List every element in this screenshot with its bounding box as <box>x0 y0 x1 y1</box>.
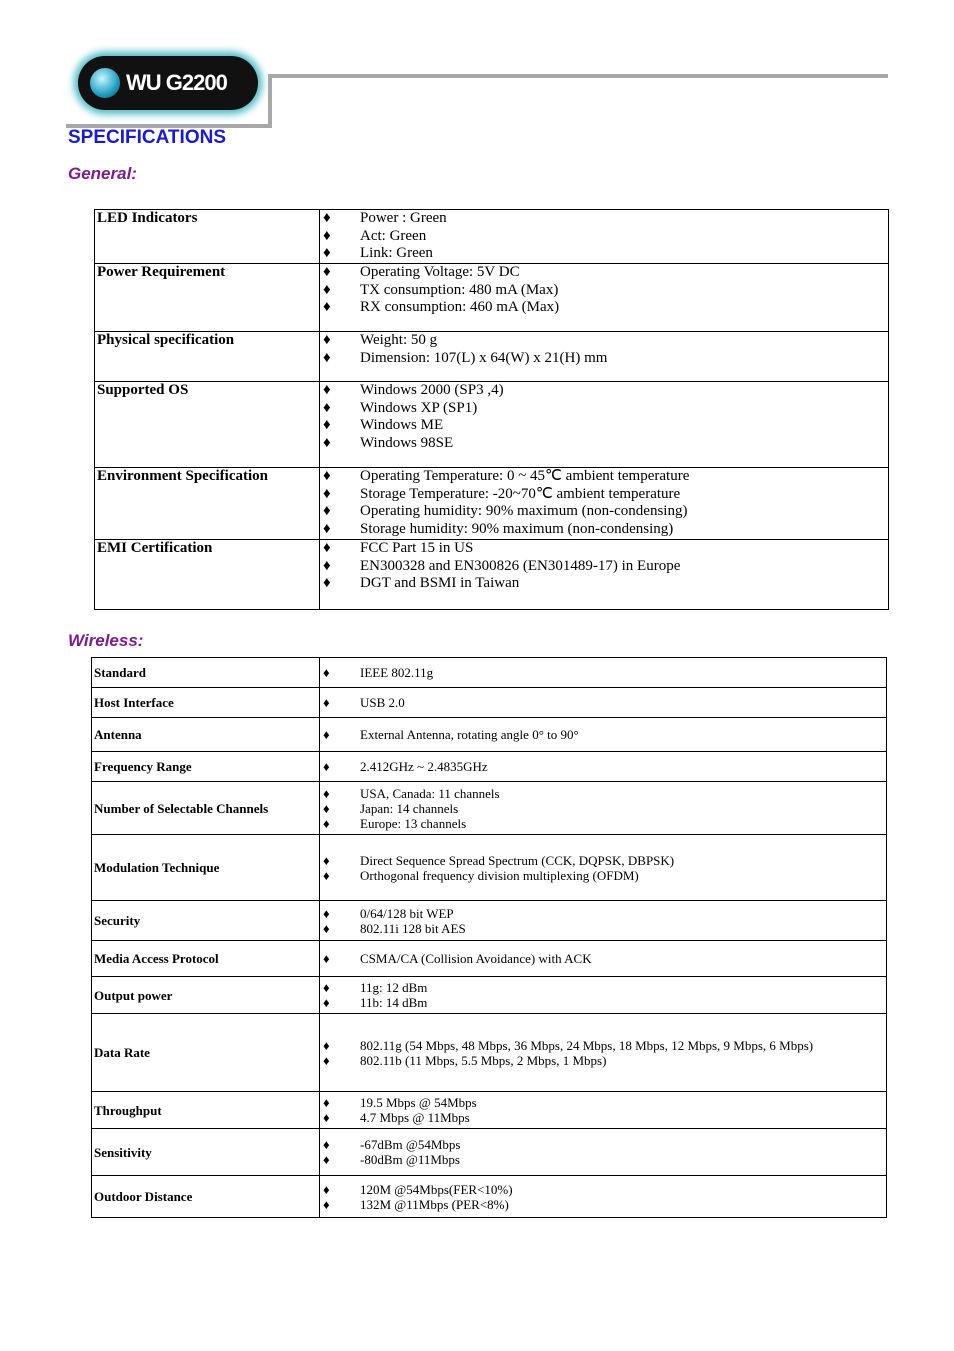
spec-value-text: 11b: 14 dBm <box>360 995 428 1010</box>
spec-value-list <box>320 951 886 966</box>
list-item <box>320 786 886 801</box>
spec-value-list <box>320 695 886 710</box>
list-item <box>320 995 886 1010</box>
spec-label: Environment Specification <box>95 468 320 540</box>
spec-row <box>95 264 889 332</box>
spec-label: Antenna <box>92 718 320 752</box>
product-logo <box>78 56 258 110</box>
list-item <box>320 486 888 504</box>
spec-value-text: -67dBm @54Mbps <box>360 1137 461 1152</box>
list-item <box>320 503 888 521</box>
bullet-diamond-icon: ♦ <box>323 520 331 537</box>
bullet-diamond-icon: ♦ <box>323 785 330 801</box>
spec-value-text: Link: Green <box>360 245 433 262</box>
bullet-diamond-icon: ♦ <box>323 332 331 348</box>
spec-value-list <box>320 1095 886 1125</box>
spec-label: Throughput <box>92 1092 320 1129</box>
spec-value-text: Europe: 13 channels <box>360 815 467 831</box>
spec-label: Host Interface <box>92 688 320 718</box>
list-item <box>320 1197 886 1212</box>
spec-row <box>92 1014 887 1092</box>
spec-value-list <box>320 853 886 883</box>
bullet-diamond-icon: ♦ <box>323 815 330 831</box>
bullet-diamond-icon: ♦ <box>323 434 331 451</box>
spec-row <box>92 718 887 752</box>
spec-values <box>320 977 887 1014</box>
spec-row <box>92 752 887 782</box>
spec-label: Number of Selectable Channels <box>92 782 320 835</box>
list-item <box>320 521 888 539</box>
bullet-diamond-icon: ♦ <box>323 399 331 416</box>
list-item <box>320 282 888 300</box>
list-item <box>320 868 886 883</box>
list-item <box>320 210 888 228</box>
spec-row <box>92 835 887 901</box>
spec-value-text: 2.412GHz ~ 2.4835GHz <box>360 759 488 774</box>
list-item <box>320 575 888 593</box>
spec-value-text: Weight: 50 g <box>360 332 438 348</box>
list-item <box>320 801 886 816</box>
list-item <box>320 558 888 576</box>
spec-value-text: USA, Canada: 11 channels <box>360 785 500 801</box>
spec-values <box>320 752 887 782</box>
spec-value-text: DGT and BSMI in Taiwan <box>360 575 520 592</box>
spec-value-text: Japan: 14 channels <box>360 800 459 816</box>
spec-label: Security <box>92 901 320 941</box>
spec-values <box>320 1092 887 1129</box>
spec-values <box>320 540 889 610</box>
list-item <box>320 816 886 831</box>
bullet-diamond-icon: ♦ <box>323 852 330 868</box>
bullet-diamond-icon: ♦ <box>323 281 331 298</box>
spec-value-text: Operating humidity: 90% maximum (non-condensing) <box>360 503 688 520</box>
spec-label: Output power <box>92 977 320 1014</box>
spec-values <box>320 941 887 977</box>
spec-value-list <box>320 332 888 367</box>
spec-value-text: External Antenna, rotating angle 0° to 90° <box>360 727 579 742</box>
spec-values <box>320 264 889 332</box>
list-item <box>320 853 886 868</box>
list-item <box>320 980 886 995</box>
spec-value-text: Orthogonal frequency division multiplexing (OFDM) <box>360 867 639 883</box>
list-item <box>320 1110 886 1125</box>
bullet-diamond-icon: ♦ <box>323 1052 330 1068</box>
list-item <box>320 1053 886 1068</box>
spec-value-text: Windows 98SE <box>360 434 454 451</box>
bullet-diamond-icon: ♦ <box>323 727 330 742</box>
list-item <box>320 245 888 263</box>
spec-values <box>320 210 889 264</box>
spec-value-list <box>320 1137 886 1167</box>
spec-values <box>320 382 889 468</box>
spec-value-text: 802.11b (11 Mbps, 5.5 Mbps, 2 Mbps, 1 Mbps) <box>360 1052 607 1068</box>
spec-row <box>95 540 889 610</box>
list-item <box>320 1095 886 1110</box>
spec-label: EMI Certification <box>95 540 320 610</box>
spec-value-text: Storage Temperature: -20~70℃ ambient temperature <box>360 485 681 502</box>
bullet-diamond-icon: ♦ <box>323 349 331 366</box>
spec-value-list <box>320 1038 886 1068</box>
section-heading-wireless: Wireless: <box>68 631 144 650</box>
spec-row <box>92 1092 887 1129</box>
list-item <box>320 332 888 350</box>
spec-value-list <box>320 382 888 452</box>
bullet-diamond-icon: ♦ <box>323 299 331 316</box>
bullet-diamond-icon: ♦ <box>323 695 330 710</box>
bullet-diamond-icon: ♦ <box>323 1152 330 1167</box>
list-item <box>320 695 886 710</box>
spec-value-text: 802.11i 128 bit AES <box>360 920 466 936</box>
spec-value-text: EN300328 and EN300826 (EN301489-17) in Europe <box>360 557 681 574</box>
header-rule-vertical <box>268 74 272 128</box>
spec-label: Sensitivity <box>92 1129 320 1176</box>
spec-row <box>92 977 887 1014</box>
spec-value-list <box>320 786 886 831</box>
bullet-diamond-icon: ♦ <box>323 557 331 574</box>
spec-value-text: Dimension: 107(L) x 64(W) x 21(H) mm <box>360 349 608 366</box>
spec-value-text: Power : Green <box>360 210 447 226</box>
header-rule-top <box>268 74 888 78</box>
list-item <box>320 264 888 282</box>
spec-label: Standard <box>92 658 320 688</box>
section-heading-general: General: <box>68 164 137 183</box>
spec-row <box>92 941 887 977</box>
bullet-diamond-icon: ♦ <box>323 468 331 484</box>
list-item <box>320 468 888 486</box>
spec-value-text: Windows XP (SP1) <box>360 399 478 416</box>
list-item <box>320 299 888 317</box>
wireless-spec-table <box>91 657 887 1218</box>
bullet-diamond-icon: ♦ <box>323 417 331 434</box>
list-item <box>320 1152 886 1167</box>
spec-value-list <box>320 468 888 538</box>
bullet-diamond-icon: ♦ <box>323 1137 330 1152</box>
spec-row <box>95 210 889 264</box>
bullet-diamond-icon: ♦ <box>323 951 330 966</box>
spec-value-text: Act: Green <box>360 227 427 244</box>
list-item <box>320 951 886 966</box>
bullet-diamond-icon: ♦ <box>323 980 330 995</box>
bullet-diamond-icon: ♦ <box>323 227 331 244</box>
page-title: SPECIFICATIONS <box>68 127 226 148</box>
bullet-diamond-icon: ♦ <box>323 485 331 502</box>
spec-values <box>320 468 889 540</box>
spec-value-text: 0/64/128 bit WEP <box>360 905 454 921</box>
list-item <box>320 228 888 246</box>
spec-value-text: TX consumption: 480 mA (Max) <box>360 281 559 298</box>
list-item <box>320 540 888 558</box>
list-item <box>320 727 886 742</box>
spec-values <box>320 1176 887 1218</box>
spec-value-list <box>320 1182 886 1212</box>
spec-values <box>320 1129 887 1176</box>
list-item <box>320 1182 886 1197</box>
spec-value-list <box>320 980 886 1010</box>
bullet-diamond-icon: ♦ <box>323 800 330 816</box>
spec-value-list <box>320 727 886 742</box>
bullet-diamond-icon: ♦ <box>323 1110 330 1125</box>
bullet-diamond-icon: ♦ <box>323 210 331 226</box>
bullet-diamond-icon: ♦ <box>323 665 330 680</box>
logo-orb-icon <box>90 68 120 98</box>
list-item <box>320 759 886 774</box>
spec-value-text: 120M @54Mbps(FER<10%) <box>360 1181 513 1197</box>
spec-value-text: 132M @11Mbps (PER<8%) <box>360 1196 509 1212</box>
spec-row <box>92 901 887 941</box>
spec-label: Physical specification <box>95 332 320 382</box>
spec-value-text: 4.7 Mbps @ 11Mbps <box>360 1110 470 1125</box>
spec-value-text: CSMA/CA (Collision Avoidance) with ACK <box>360 951 592 966</box>
spec-value-text: USB 2.0 <box>360 695 405 710</box>
spec-value-text: IEEE 802.11g <box>360 665 434 680</box>
bullet-diamond-icon: ♦ <box>323 995 330 1010</box>
spec-label: Outdoor Distance <box>92 1176 320 1218</box>
bullet-diamond-icon: ♦ <box>323 245 331 262</box>
bullet-diamond-icon: ♦ <box>323 905 330 921</box>
general-spec-table <box>94 209 889 610</box>
spec-label: Frequency Range <box>92 752 320 782</box>
bullet-diamond-icon: ♦ <box>323 1037 330 1053</box>
spec-values <box>320 332 889 382</box>
bullet-diamond-icon: ♦ <box>323 264 331 280</box>
spec-value-list <box>320 264 888 317</box>
spec-value-list <box>320 210 888 263</box>
bullet-diamond-icon: ♦ <box>323 382 331 398</box>
spec-value-text: 19.5 Mbps @ 54Mbps <box>360 1095 477 1110</box>
bullet-diamond-icon: ♦ <box>323 575 331 592</box>
spec-value-list <box>320 906 886 936</box>
list-item <box>320 435 888 453</box>
bullet-diamond-icon: ♦ <box>323 920 330 936</box>
spec-value-text: Windows 2000 (SP3 ,4) <box>360 382 504 398</box>
bullet-diamond-icon: ♦ <box>323 1095 330 1110</box>
list-item <box>320 382 888 400</box>
bullet-diamond-icon: ♦ <box>323 540 331 556</box>
list-item <box>320 921 886 936</box>
list-item <box>320 400 888 418</box>
spec-value-text: FCC Part 15 in US <box>360 540 474 556</box>
spec-label: LED Indicators <box>95 210 320 264</box>
spec-value-text: 802.11g (54 Mbps, 48 Mbps, 36 Mbps, 24 Mbps, 18 Mbps, 12 Mbps, 9 Mbps, 6 Mbps) <box>360 1037 814 1053</box>
spec-row <box>92 658 887 688</box>
spec-values <box>320 658 887 688</box>
spec-value-text: Windows ME <box>360 417 444 434</box>
spec-value-text: -80dBm @11Mbps <box>360 1152 460 1167</box>
spec-value-text: Direct Sequence Spread Spectrum (CCK, DQPSK, DBPSK) <box>360 852 675 868</box>
spec-label: Data Rate <box>92 1014 320 1092</box>
spec-values <box>320 1014 887 1092</box>
logo-text: WU G2200 <box>126 70 227 95</box>
spec-label: Power Requirement <box>95 264 320 332</box>
bullet-diamond-icon: ♦ <box>323 759 330 774</box>
list-item <box>320 350 888 368</box>
spec-value-text: 11g: 12 dBm <box>360 980 428 995</box>
spec-row <box>92 688 887 718</box>
spec-label: Media Access Protocol <box>92 941 320 977</box>
spec-row <box>95 382 889 468</box>
spec-row <box>92 1129 887 1176</box>
spec-values <box>320 901 887 941</box>
list-item <box>320 417 888 435</box>
spec-values <box>320 835 887 901</box>
bullet-diamond-icon: ♦ <box>323 1181 330 1197</box>
list-item <box>320 665 886 680</box>
spec-row <box>92 1176 887 1218</box>
spec-label: Supported OS <box>95 382 320 468</box>
spec-value-text: RX consumption: 460 mA (Max) <box>360 299 560 316</box>
spec-row <box>95 332 889 382</box>
spec-values <box>320 782 887 835</box>
spec-values <box>320 718 887 752</box>
spec-value-list <box>320 540 888 593</box>
spec-value-text: Operating Voltage: 5V DC <box>360 264 520 280</box>
spec-value-text: Operating Temperature: 0 ~ 45℃ ambient temperature <box>360 468 690 484</box>
bullet-diamond-icon: ♦ <box>323 1196 330 1212</box>
spec-values <box>320 688 887 718</box>
bullet-diamond-icon: ♦ <box>323 503 331 520</box>
spec-value-list <box>320 759 886 774</box>
list-item <box>320 906 886 921</box>
list-item <box>320 1038 886 1053</box>
spec-value-text: Storage humidity: 90% maximum (non-condensing) <box>360 520 674 537</box>
list-item <box>320 1137 886 1152</box>
spec-row <box>95 468 889 540</box>
spec-row <box>92 782 887 835</box>
spec-value-list <box>320 665 886 680</box>
bullet-diamond-icon: ♦ <box>323 867 330 883</box>
spec-label: Modulation Technique <box>92 835 320 901</box>
